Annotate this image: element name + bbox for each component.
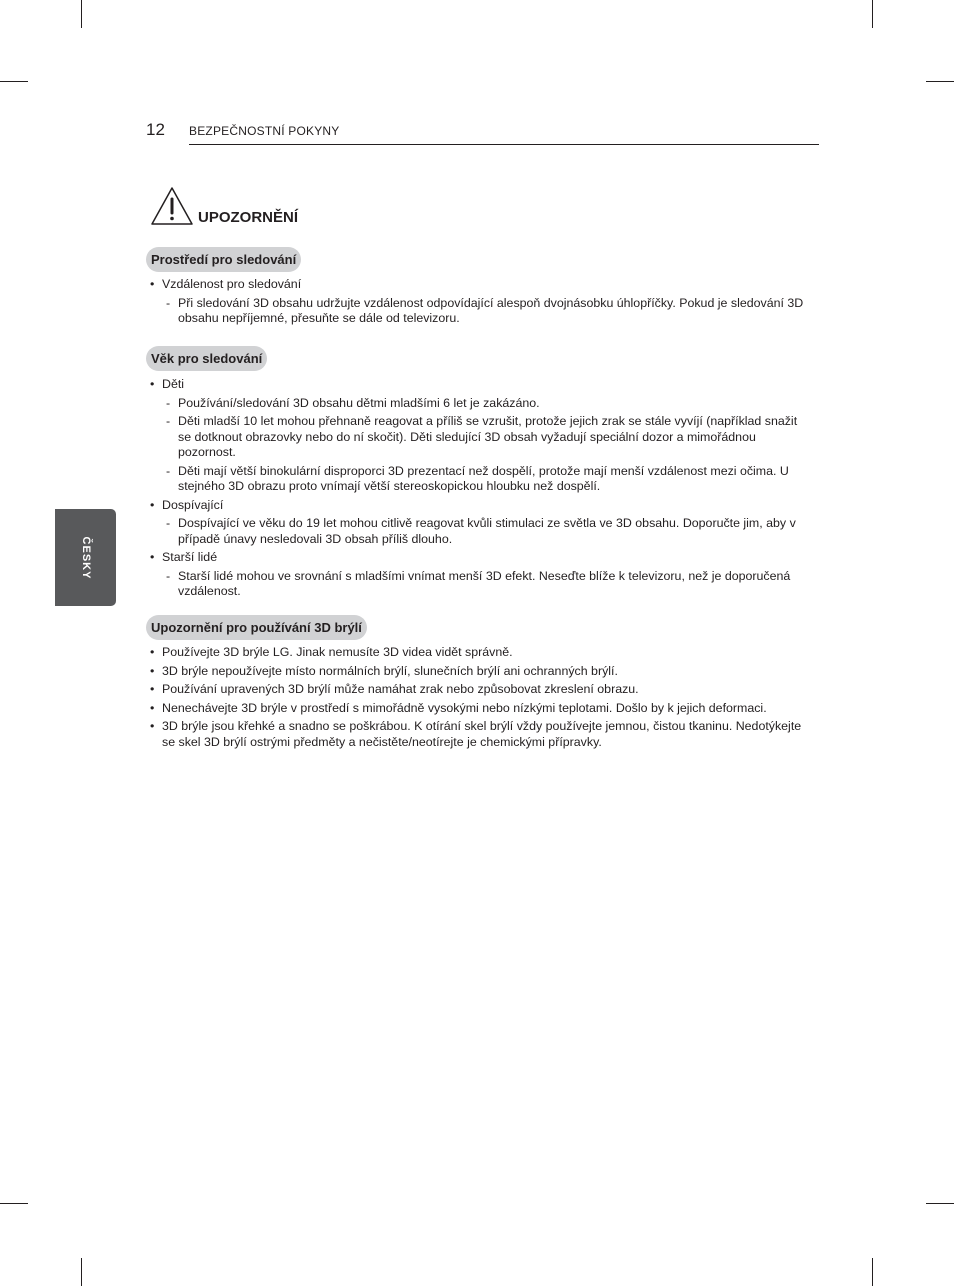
sub-list-item: - Děti mají větší binokulární disproporci 3D prezentací než dospělí, protože mají menší vzdálenost mezi očima. U stejného 3D obrazu proto vnímají větší stereoskopickou hloubku než dospělí.: [150, 464, 810, 495]
list-item: • Dospívající: [150, 498, 810, 514]
list-item: • Nenechávejte 3D brýle v prostředí s mimořádně vysokými nebo nízkými teplotami. Došlo by k jejich deformaci.: [150, 701, 810, 717]
language-tab-label: ČESKY: [79, 536, 92, 579]
section-heading-viewing-age: Věk pro sledování: [146, 346, 267, 371]
crop-mark: [872, 1258, 873, 1286]
crop-mark: [81, 1258, 82, 1286]
crop-mark: [0, 81, 28, 82]
section-heading-viewing-environment: Prostředí pro sledování: [146, 247, 301, 272]
sub-list-item: - Dospívající ve věku do 19 let mohou citlivě reagovat kvůli stimulaci ze světla ve 3D obsahu. Doporučte jim, aby v případě únavy nesledovali 3D obsah příliš dlouho.: [150, 516, 810, 547]
list-item: • Používání upravených 3D brýlí může namáhat zrak nebo způsobovat zkreslení obrazu.: [150, 682, 810, 698]
list-item: • 3D brýle nepoužívejte místo normálních brýlí, slunečních brýlí ani ochranných brýlí.: [150, 664, 810, 680]
page-header-title: BEZPEČNOSTNÍ POKYNY: [189, 124, 340, 138]
section-heading-glasses: Upozornění pro používání 3D brýlí: [146, 615, 367, 640]
sub-list-item: - Používání/sledování 3D obsahu dětmi mladšími 6 let je zakázáno.: [150, 396, 810, 412]
list-item: • Používejte 3D brýle LG. Jinak nemusíte 3D videa vidět správně.: [150, 645, 810, 661]
crop-mark: [926, 1203, 954, 1204]
sub-list-item: - Starší lidé mohou ve srovnání s mladšími vnímat menší 3D efekt. Neseďte blíže k televizoru, než je doporučená vzdálenost.: [150, 569, 810, 600]
crop-mark: [872, 0, 873, 28]
page-number: 12: [146, 120, 165, 139]
section-viewing-environment: [150, 277, 810, 330]
warning-triangle-icon: [150, 186, 194, 226]
list-item: • Vzdálenost pro sledování: [150, 277, 810, 293]
list-item: • 3D brýle jsou křehké a snadno se poškrábou. K otírání skel brýlí vždy používejte jemnou, čistou tkaninu. Nedotýkejte se skel 3D brýlí ostrými předměty a nečistěte/neotírejte je chemickými přípravky.: [150, 719, 810, 750]
header-divider: [189, 144, 819, 145]
caution-title: UPOZORNĚNÍ: [198, 209, 299, 226]
crop-mark: [926, 81, 954, 82]
language-tab: [55, 509, 116, 606]
list-item: • Starší lidé: [150, 550, 810, 566]
section-viewing-age: [150, 377, 810, 603]
crop-mark: [0, 1203, 28, 1204]
sub-list-item: - Při sledování 3D obsahu udržujte vzdálenost odpovídající alespoň dvojnásobku úhlopříčky. Pokud je sledování 3D obsahu nepříjemné, přesuňte se dále od televizoru.: [150, 296, 810, 327]
section-glasses: [150, 645, 810, 753]
list-item: • Děti: [150, 377, 810, 393]
crop-mark: [81, 0, 82, 28]
sub-list-item: - Děti mladší 10 let mohou přehnaně reagovat a příliš se vzrušit, protože jejich zrak se stále vyvíjí (například snažit se dotknout obrazovky nebo do ní skočit). Děti sledující 3D obsah vyžadují speciální dozor a mimořádnou pozornost.: [150, 414, 810, 461]
